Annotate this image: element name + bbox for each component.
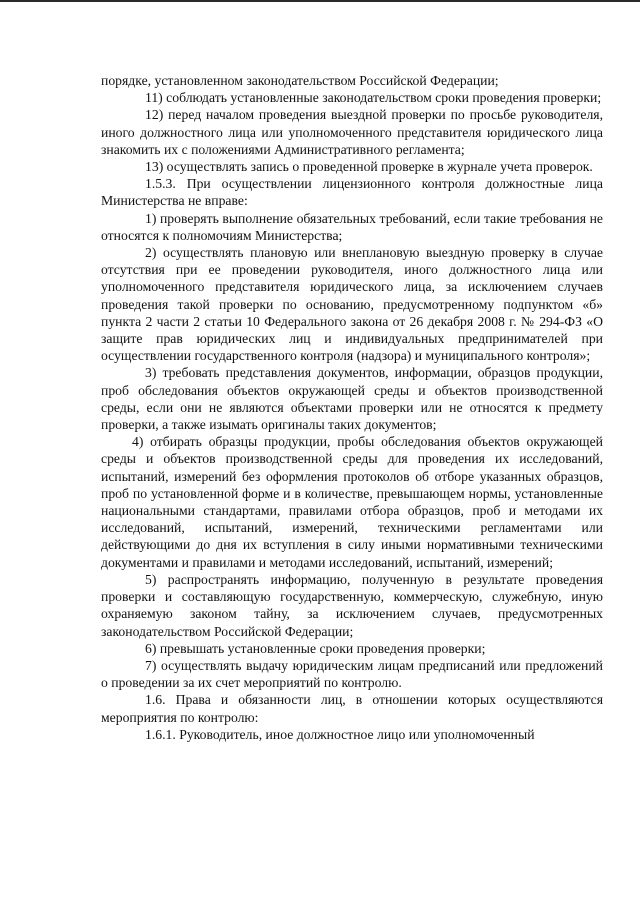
paragraph-prohibition-1: 1) проверять выполнение обязательных требований, если такие требования не относятся к полномочиям Министерства; bbox=[101, 210, 603, 243]
paragraph-prohibition-5: 5) распространять информацию, полученную в результате проведения проверки и составляющую государственную, коммерческую, служебную, иную охраняемую законом тайну, за исключением случаев, предусмотренных законодательством Российской Федерации; bbox=[101, 571, 603, 639]
document-page bbox=[101, 72, 603, 743]
section-1-6-1: 1.6.1. Руководитель, иное должностное лицо или уполномоченный bbox=[145, 726, 535, 742]
section-1-6: 1.6. Права и обязанности лиц, в отношении которых осуществляются мероприятия по контролю: bbox=[101, 692, 603, 725]
scan-top-edge bbox=[0, 0, 640, 2]
paragraph-prohibition-3: 3) требовать представления документов, информации, образцов продукции, проб обследования объектов окружающей среды и объектов производственной среды, если они не являются объектами проверки или не относятся к предмету проверки, а также изымать оригиналы таких документов; bbox=[101, 365, 603, 433]
paragraph-prohibition-2: 2) осуществлять плановую или внеплановую выездную проверку в случае отсутствия при ее проведении руководителя, иного должностного лица или уполномоченного представителя юридического лица, за исключением случаев проведения такой проверки по основанию, предусмотренному подпунктом «б» пункта 2 части 2 статьи 10 Федерального закона от 26 декабря 2008 г. № 294-ФЗ «О защите прав юридических лиц и индивидуальных предпринимателей при осуществлении государственного контроля (надзора) и муниципального контроля»; bbox=[101, 245, 603, 364]
paragraph-item-13: 13) осуществлять запись о проведенной проверке в журнале учета проверок. bbox=[145, 159, 593, 175]
section-1-5-3: 1.5.3. При осуществлении лицензионного контроля должностные лица Министерства не вправе: bbox=[101, 176, 603, 209]
paragraph-prohibition-4: 4) отбирать образцы продукции, пробы обследования объектов окружающей среды и объектов производственной среды для проведения их исследований, испытаний, измерений без оформления протоколов об отборе указанных образцов, проб по установленной форме и в количестве, превышающем нормы, установленные национальными стандартами, правилами отбора образцов, проб и методами их исследований, испытаний, измерений, техническими регламентами или действующими до дня их вступления в силу иными нормативными техническими документами и правилами и методами исследований, испытаний, измерений; bbox=[101, 434, 603, 570]
paragraph-prohibition-6: 6) превышать установленные сроки проведения проверки; bbox=[145, 640, 486, 656]
paragraph-prohibition-7: 7) осуществлять выдачу юридическим лицам предписаний или предложений о проведении за их счет мероприятий по контролю. bbox=[101, 657, 603, 691]
paragraph-item-11: 11) соблюдать установленные законодательством сроки проведения проверки; bbox=[145, 90, 602, 106]
paragraph-item-12: 12) перед началом проведения выездной проверки по просьбе руководителя, иного должностного лица или уполномоченного представителя юридического лица знакомить их с положениями Административного регламента; bbox=[101, 107, 603, 157]
paragraph-continuation: порядке, установленном законодательством Российской Федерации; bbox=[101, 73, 499, 88]
